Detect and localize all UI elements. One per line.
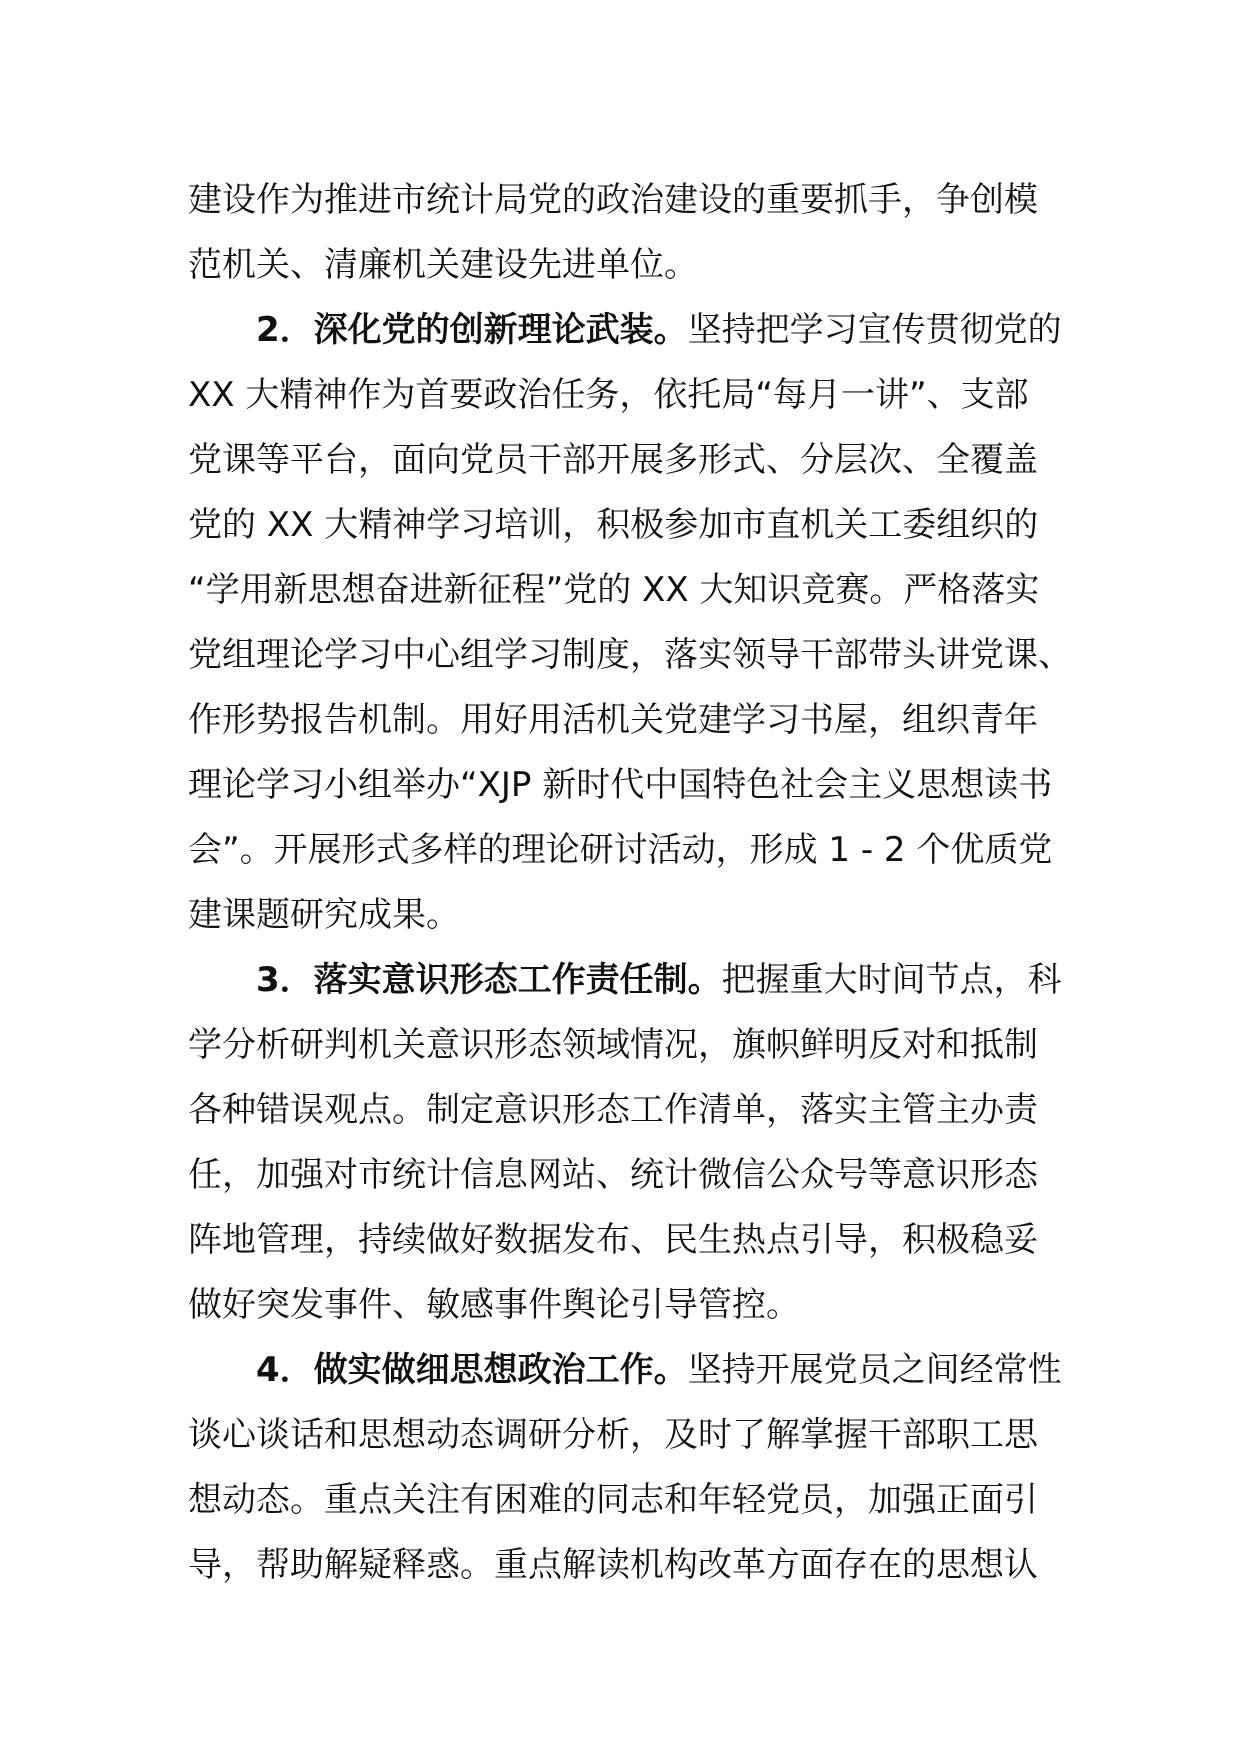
text-line	[188, 1208, 1058, 1273]
text-line	[188, 1273, 1058, 1338]
text-line	[188, 493, 1058, 558]
text-line	[188, 623, 1072, 688]
text-line	[188, 558, 1058, 623]
text-line	[188, 818, 1058, 883]
line-text: 坚持开展党员之间经常性	[687, 1350, 1062, 1390]
text-line	[188, 428, 1058, 493]
text-line	[188, 1533, 1058, 1598]
text-line	[188, 298, 1062, 363]
text-line	[188, 1468, 1058, 1533]
line-text: 各种错误观点。制定意识形态工作清单，落实主管主办责	[188, 1090, 1038, 1130]
line-text: 学分析研判机关意识形态领域情况，旗帜鲜明反对和抵制	[188, 1025, 1038, 1065]
line-text: 建课题研究成果。	[188, 895, 460, 935]
line-text: 作形势报告机制。用好用活机关党建学习书屋，组织青年	[188, 700, 1038, 740]
line-text: 党课等平台，面向党员干部开展多形式、分层次、全覆盖	[188, 440, 1038, 480]
line-text: 想动态。重点关注有困难的同志和年轻党员，加强正面引	[188, 1480, 1038, 1520]
line-text: 建设作为推进市统计局党的政治建设的重要抓手，争创模	[188, 180, 1038, 220]
line-text: 做好突发事件、敏感事件舆论引导管控。	[188, 1285, 800, 1325]
line-text: 导，帮助解疑释惑。重点解读机构改革方面存在的思想认	[188, 1545, 1038, 1585]
text-line	[188, 1078, 1058, 1143]
text-line	[188, 1403, 1058, 1468]
section-heading: 2．深化党的创新理论武装。	[256, 310, 688, 350]
line-text: 党组理论学习中心组学习制度，落实领导干部带头讲党课、	[188, 635, 1072, 675]
line-text: 坚持把学习宣传贯彻党的	[687, 310, 1062, 350]
text-line	[188, 1338, 1062, 1403]
line-text: 阵地管理，持续做好数据发布、民生热点引导，积极稳妥	[188, 1220, 1038, 1260]
line-text: “学用新思想奋进新征程”党的 XX 大知识竞赛。严格落实	[188, 570, 1040, 610]
line-text: 任，加强对市统计信息网站、统计微信公众号等意识形态	[188, 1155, 1038, 1195]
section-heading: 4．做实做细思想政治工作。	[256, 1350, 688, 1390]
text-line	[188, 753, 1058, 818]
line-text: 谈心谈话和思想动态调研分析，及时了解掌握干部职工思	[188, 1415, 1038, 1455]
text-line	[188, 168, 1058, 233]
section-heading: 3．落实意识形态工作责任制。	[256, 960, 722, 1000]
text-line	[188, 233, 1058, 298]
line-text: 会”。开展形式多样的理论研讨活动，形成 1 - 2 个优质党	[188, 830, 1053, 870]
text-line	[188, 948, 1062, 1013]
text-line	[188, 883, 1058, 948]
body-text	[188, 168, 1072, 1598]
text-line	[188, 363, 1058, 428]
text-line	[188, 688, 1058, 753]
line-text: 范机关、清廉机关建设先进单位。	[188, 245, 698, 285]
line-text: 把握重大时间节点，科	[721, 960, 1062, 1000]
text-line	[188, 1143, 1058, 1208]
text-line	[188, 1013, 1058, 1078]
line-text: 理论学习小组举办“XJP 新时代中国特色社会主义思想读书	[188, 765, 1053, 805]
line-text: XX 大精神作为首要政治任务，依托局“每月一讲”、支部	[188, 375, 1029, 415]
line-text: 党的 XX 大精神学习培训，积极参加市直机关工委组织的	[188, 505, 1039, 545]
